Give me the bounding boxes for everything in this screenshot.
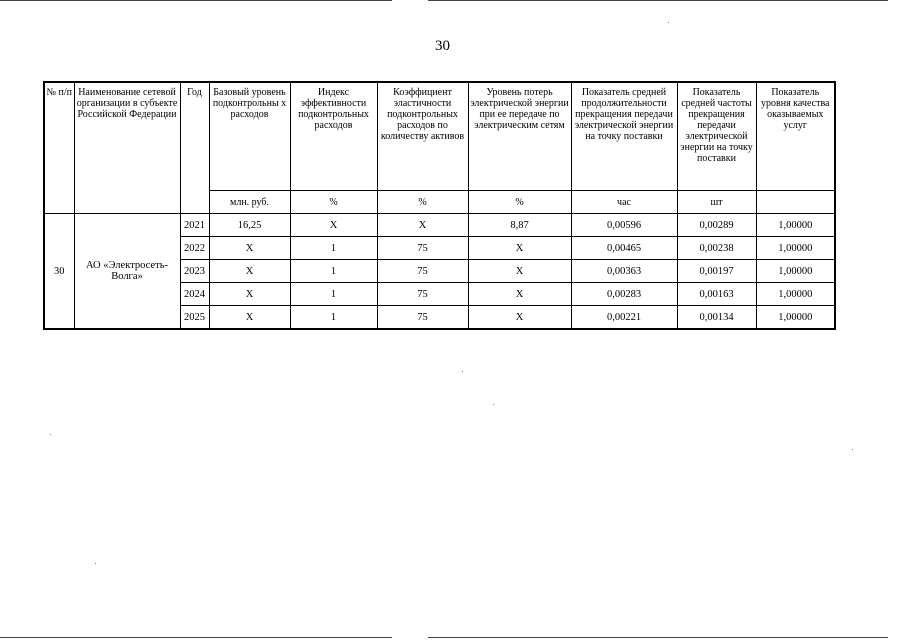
tariff-parameters-table bbox=[43, 81, 836, 330]
page-number: 30 bbox=[435, 38, 450, 54]
unit-quality-level bbox=[756, 191, 835, 214]
year-cell: 2022 bbox=[180, 237, 209, 260]
scan-edge-top-left bbox=[0, 0, 392, 1]
year-cell: 2021 bbox=[180, 214, 209, 237]
cell-elasticity-coef: 75 bbox=[377, 260, 468, 283]
year-cell: 2025 bbox=[180, 306, 209, 330]
cell-quality-level: 1,00000 bbox=[756, 237, 835, 260]
cell-efficiency-index: X bbox=[290, 214, 377, 237]
cell-base-costs: X bbox=[209, 237, 290, 260]
header-efficiency-index: Индекс эффективности подконтрольных расходов bbox=[290, 82, 377, 191]
cell-avg-frequency: 0,00238 bbox=[677, 237, 756, 260]
header-org-name: Наименование сетевой организации в субъекте Российской Федерации bbox=[74, 82, 180, 214]
org-number: 30 bbox=[44, 214, 74, 330]
scan-speck bbox=[50, 434, 51, 435]
cell-base-costs: 16,25 bbox=[209, 214, 290, 237]
scan-edge-bottom-left bbox=[0, 637, 392, 638]
cell-avg-frequency: 0,00134 bbox=[677, 306, 756, 330]
cell-losses-level: X bbox=[468, 306, 571, 330]
header-avg-duration: Показатель средней продолжительности прекращения передачи электрической энергии на точку поставки bbox=[571, 82, 677, 191]
header-elasticity-coef: Коэффициент эластичности подконтрольных расходов по количеству активов bbox=[377, 82, 468, 191]
cell-quality-level: 1,00000 bbox=[756, 306, 835, 330]
year-cell: 2024 bbox=[180, 283, 209, 306]
cell-quality-level: 1,00000 bbox=[756, 214, 835, 237]
header-number: № п/п bbox=[44, 82, 74, 214]
cell-quality-level: 1,00000 bbox=[756, 283, 835, 306]
header-year: Год bbox=[180, 82, 209, 214]
cell-losses-level: X bbox=[468, 283, 571, 306]
unit-elasticity-coef: % bbox=[377, 191, 468, 214]
header-quality-level: Показатель уровня качества оказываемых услуг bbox=[756, 82, 835, 191]
cell-elasticity-coef: 75 bbox=[377, 306, 468, 330]
scan-speck bbox=[493, 404, 494, 405]
scan-speck bbox=[852, 449, 853, 450]
header-avg-frequency: Показатель средней частоты прекращения передачи электрической энергии на точку поставки bbox=[677, 82, 756, 191]
cell-avg-duration: 0,00363 bbox=[571, 260, 677, 283]
cell-avg-duration: 0,00283 bbox=[571, 283, 677, 306]
unit-avg-duration: час bbox=[571, 191, 677, 214]
cell-base-costs: X bbox=[209, 306, 290, 330]
cell-quality-level: 1,00000 bbox=[756, 260, 835, 283]
cell-efficiency-index: 1 bbox=[290, 260, 377, 283]
scan-speck bbox=[95, 563, 96, 564]
year-cell: 2023 bbox=[180, 260, 209, 283]
table-row bbox=[44, 214, 835, 237]
scan-speck bbox=[462, 371, 463, 372]
cell-avg-frequency: 0,00289 bbox=[677, 214, 756, 237]
unit-base-costs: млн. руб. bbox=[209, 191, 290, 214]
header-losses-level: Уровень потерь электрической энергии при ее передаче по электрическим сетям bbox=[468, 82, 571, 191]
scan-speck bbox=[668, 22, 669, 23]
cell-elasticity-coef: X bbox=[377, 214, 468, 237]
unit-losses-level: % bbox=[468, 191, 571, 214]
cell-losses-level: X bbox=[468, 237, 571, 260]
cell-efficiency-index: 1 bbox=[290, 237, 377, 260]
org-name: АО «Электросеть-Волга» bbox=[74, 214, 180, 330]
cell-avg-frequency: 0,00163 bbox=[677, 283, 756, 306]
cell-base-costs: X bbox=[209, 260, 290, 283]
scan-edge-bottom-right bbox=[428, 637, 888, 638]
cell-avg-duration: 0,00596 bbox=[571, 214, 677, 237]
cell-avg-frequency: 0,00197 bbox=[677, 260, 756, 283]
unit-efficiency-index: % bbox=[290, 191, 377, 214]
cell-efficiency-index: 1 bbox=[290, 283, 377, 306]
cell-efficiency-index: 1 bbox=[290, 306, 377, 330]
cell-losses-level: 8,87 bbox=[468, 214, 571, 237]
scan-edge-top-right bbox=[428, 0, 888, 1]
cell-avg-duration: 0,00465 bbox=[571, 237, 677, 260]
cell-elasticity-coef: 75 bbox=[377, 283, 468, 306]
cell-avg-duration: 0,00221 bbox=[571, 306, 677, 330]
cell-base-costs: X bbox=[209, 283, 290, 306]
unit-avg-frequency: шт bbox=[677, 191, 756, 214]
header-base-costs: Базовый уровень подконтрольны х расходов bbox=[209, 82, 290, 191]
cell-losses-level: X bbox=[468, 260, 571, 283]
cell-elasticity-coef: 75 bbox=[377, 237, 468, 260]
